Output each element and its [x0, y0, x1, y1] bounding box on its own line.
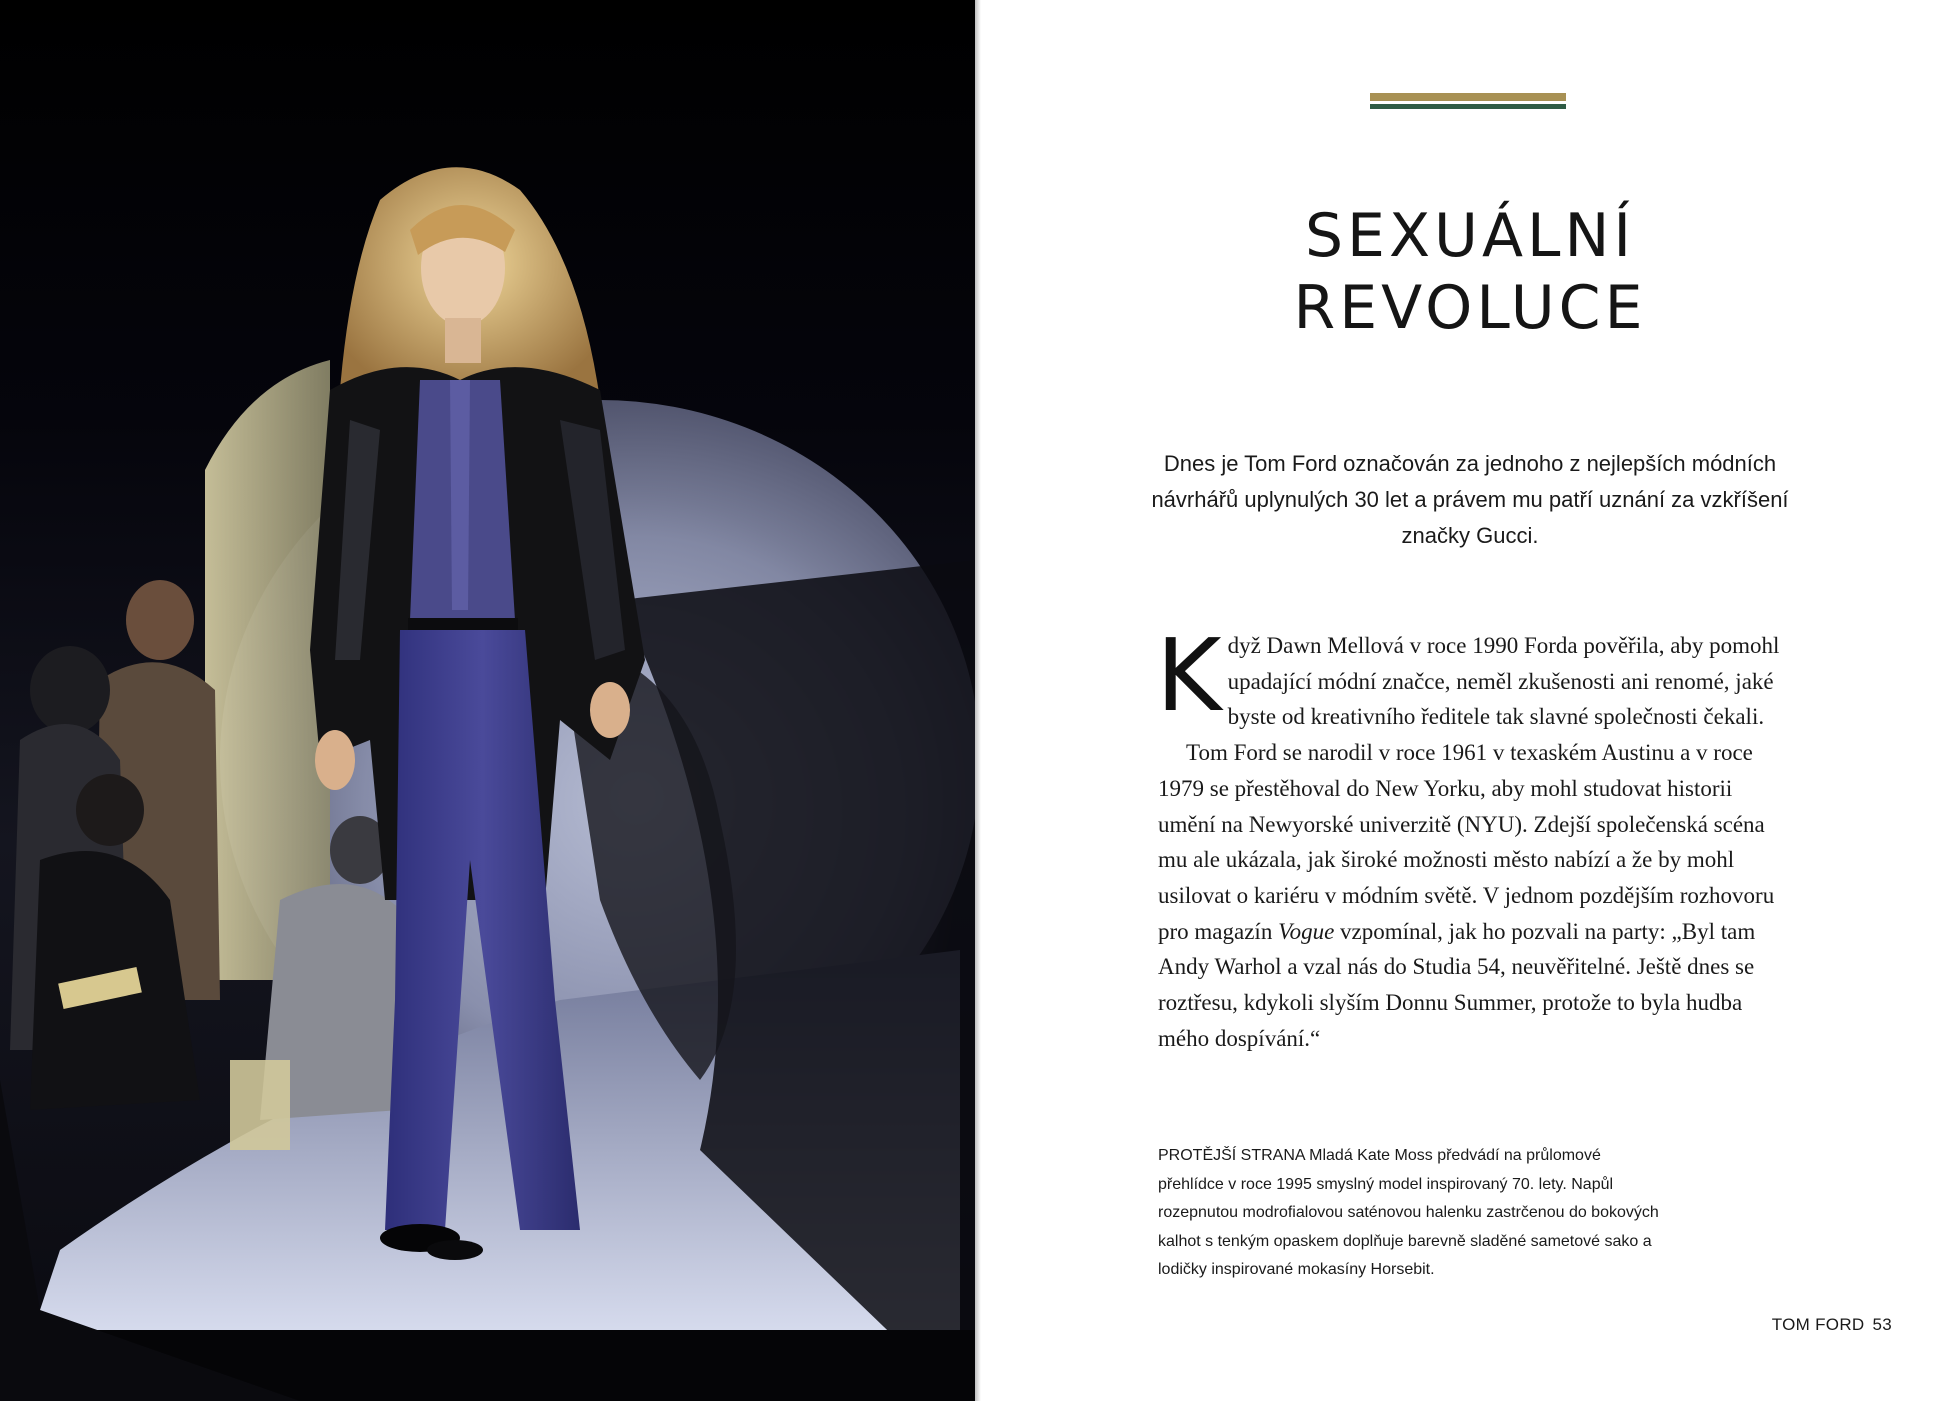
- ornament-gold-bar: [1370, 93, 1566, 101]
- backdrop-pillar: [205, 360, 330, 980]
- folio-running-head: TOM FORD: [1771, 1315, 1865, 1334]
- page-gutter: [975, 0, 981, 1401]
- body-paragraph-2: [1158, 735, 1780, 1056]
- body-paragraph-1: [1156, 617, 1780, 735]
- body-text: [1156, 617, 1780, 1056]
- page-folio: [1762, 1315, 1892, 1335]
- body-paragraph-2-text-a: Tom Ford se narodil v roce 1961 v texaském Austinu a v roce 1979 se přestěhoval do New Yorku, aby mohl studovat historii umění na Newyorské univerzitě (NYU). Zdejší společenská scéna mu ale ukázala, jak široké možnosti město nabízí a že by mohl usilovat o kariéru v módním světě. V jednom pozdějším rozhovoru pro magazín: [1158, 740, 1775, 944]
- photo-caption: PROTĚJŠÍ STRANA Mladá Kate Moss předvádí na průlomové přehlídce v roce 1995 smyslný model inspirovaný 70. lety. Napůl rozepnutou modrofialovou saténovou halenku zastrčenou do bokových kalhot s tenkým opaskem doplňuje barevně sladěné sametové sako a lodičky inspirované mokasíny Horsebit.: [1158, 1147, 1659, 1278]
- title-ornament-rule: [1370, 93, 1566, 110]
- chapter-title-line-1: SEXUÁLNÍ: [1304, 201, 1636, 271]
- body-paragraph-1-text: dyž Dawn Mellová v roce 1990 Forda pověřila, aby pomohl upadající módní značce, neměl zkušenosti ani renomé, jaké byste od kreativního ředitele tak slavné společnosti čekali.: [1227, 633, 1780, 730]
- chapter-title-line-2: REVOLUCE: [1293, 273, 1647, 343]
- chapter-title: [1220, 200, 1720, 344]
- magazine-name: Vogue: [1278, 918, 1335, 944]
- drop-cap: K: [1156, 617, 1222, 734]
- page-number: 53: [1872, 1315, 1892, 1334]
- ornament-green-bar: [1370, 104, 1566, 109]
- intro-paragraph: Dnes je Tom Ford označován za jednoho z nejlepších módních návrhářů uplynulých 30 let a právem mu patří uznání za vzkříšení značky Gucci.: [1151, 451, 1789, 548]
- body-paragraph-2-text-b: vzpomínal, jak ho pozvali na party: „Byl tam Andy Warhol a vzal nás do Studia 54, neuvěřitelné. Ještě dnes se roztřesu, kdykoli slyším Donnu Summer, protože to byla hudba mého dospívání.“: [1158, 918, 1756, 1051]
